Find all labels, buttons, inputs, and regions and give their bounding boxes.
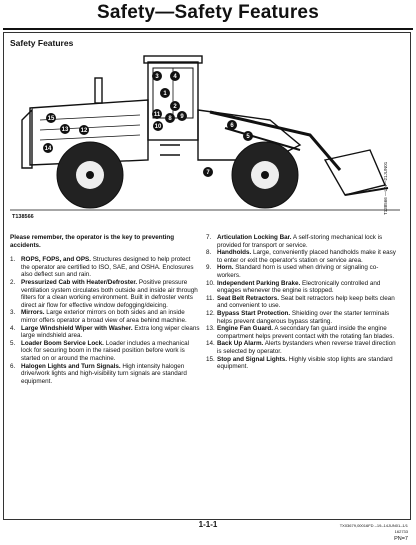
right-column <box>206 234 396 371</box>
feature-text <box>21 325 200 340</box>
callout-3 <box>152 71 162 81</box>
callout-6 <box>227 120 237 130</box>
feature-text <box>21 279 200 309</box>
feature-title: Stop and Signal Lights. <box>217 355 287 363</box>
feature-text <box>217 264 396 279</box>
callout-1 <box>160 88 170 98</box>
feature-text <box>217 325 396 340</box>
feature-title: Halogen Lights and Turn Signals. <box>21 362 121 370</box>
feature-description: High intensity halogen drive/work lights and high-visibility turn signals are standard equipment. <box>21 362 187 385</box>
figure-side-code: T138566 —UN—21JUN01 <box>383 161 388 215</box>
callout-15 <box>46 113 56 123</box>
svg-text:10: 10 <box>154 124 162 130</box>
feature-item <box>206 356 396 371</box>
svg-text:7: 7 <box>206 170 210 176</box>
feature-description: Large exterior mirrors on both sides and an inside mirror offers operator a broad view of area behind machine. <box>21 309 187 324</box>
svg-text:1: 1 <box>163 91 167 97</box>
feature-item <box>206 249 396 264</box>
feature-number: 13. <box>206 325 215 333</box>
callout-13 <box>60 124 70 134</box>
callout-8 <box>165 113 175 123</box>
feature-number: 1. <box>10 256 16 264</box>
feature-text <box>217 356 396 371</box>
feature-description: Positive pressure ventilation system circulates both outside and inside air through filters for a clean working environment. Built in defroster vents direct air flow for effective window defogging/deicing. <box>21 278 198 309</box>
callout-4 <box>170 71 180 81</box>
feature-item <box>10 340 200 363</box>
feature-item <box>10 309 200 324</box>
feature-number: 10. <box>206 279 215 287</box>
title-rule <box>3 28 413 30</box>
feature-description: A secondary fan guard inside the engine compartment helps prevent contact with the rotating fan blades. <box>217 325 395 340</box>
feature-number: 9. <box>206 264 212 272</box>
svg-text:9: 9 <box>180 114 184 120</box>
feature-title: Handholds. <box>217 249 252 257</box>
footer-small-code: 162733 <box>394 529 408 534</box>
figure-id: T138566 <box>12 214 34 220</box>
intro-text: Please remember, the operator is the key to preventing accidents. <box>10 234 175 249</box>
svg-text:15: 15 <box>47 116 55 122</box>
feature-item <box>206 280 396 295</box>
feature-title: Horn. <box>217 264 234 272</box>
feature-description: Electronically controlled and engages whenever the engine is stopped. <box>217 279 381 295</box>
feature-number: 4. <box>10 324 16 332</box>
callout-11 <box>152 109 162 119</box>
feature-text <box>217 280 396 295</box>
feature-description: Structures designed to help protect the operator are certified to ISO, SAE, and OSHA. Enclosures also deflect sun and rain. <box>21 256 194 279</box>
svg-text:12: 12 <box>80 128 88 134</box>
left-column <box>10 234 200 385</box>
feature-description: A self-storing mechanical lock is provided for transport or service. <box>217 234 383 249</box>
feature-item <box>206 234 396 249</box>
feature-title: Independent Parking Brake. <box>217 279 301 287</box>
feature-title: Engine Fan Guard. <box>217 325 273 333</box>
page-number: 1-1-1 <box>198 520 218 529</box>
feature-text <box>21 309 200 324</box>
feature-description: Highly visible stop lights are standard equipment. <box>217 355 393 371</box>
callout-2 <box>170 101 180 111</box>
feature-description: Large, conveniently placed handholds make it easy to enter or exit the operator's station or service area. <box>217 249 396 264</box>
page-title: Safety—Safety Features <box>97 2 319 23</box>
svg-text:3: 3 <box>155 74 159 80</box>
feature-number: 8. <box>206 249 212 257</box>
callout-10 <box>153 121 163 131</box>
feature-description: Loader includes a mechanical lock for securing boom in the raised position before work is started on or around the machine. <box>21 339 189 362</box>
features-list-left <box>10 256 200 385</box>
feature-title: Pressurized Cab with Heater/Defroster. <box>21 278 138 286</box>
svg-text:11: 11 <box>153 112 161 118</box>
section-heading: Safety Features <box>10 38 74 48</box>
feature-item <box>206 264 396 279</box>
pn-label: PN=7 <box>394 536 408 542</box>
feature-text <box>217 340 396 355</box>
svg-text:2: 2 <box>173 104 177 110</box>
feature-title: Bypass Start Protection. <box>217 309 291 317</box>
feature-item <box>206 340 396 355</box>
feature-text <box>217 249 396 264</box>
feature-number: 5. <box>10 339 16 347</box>
feature-title: Large Windshield Wiper with Washer. <box>21 324 133 332</box>
feature-description: Alerts bystanders when reverse travel direction is selected by operator. <box>217 340 396 355</box>
footer-code: TX03679,00016FD –19–14JUN01–1/1 <box>339 523 408 528</box>
feature-text <box>21 340 200 363</box>
feature-number: 2. <box>10 278 16 286</box>
callout-9 <box>177 111 187 121</box>
feature-text <box>217 310 396 325</box>
feature-item <box>10 325 200 340</box>
feature-title: Mirrors. <box>21 309 45 317</box>
feature-text <box>21 256 200 279</box>
feature-item <box>206 325 396 340</box>
feature-item <box>10 256 200 279</box>
feature-text <box>21 363 200 386</box>
feature-description: Extra long wiper cleans large windshield area. <box>21 324 200 340</box>
feature-item <box>10 363 200 386</box>
feature-number: 15. <box>206 355 215 363</box>
feature-item <box>206 310 396 325</box>
feature-item <box>206 295 396 310</box>
feature-number: 7. <box>206 234 212 241</box>
feature-description: Standard horn is used when driving or signaling co-workers. <box>217 264 379 279</box>
feature-title: Back Up Alarm. <box>217 340 264 348</box>
svg-text:5: 5 <box>246 134 250 140</box>
feature-title: Loader Boom Service Lock. <box>21 339 104 347</box>
feature-title: Articulation Locking Bar. <box>217 234 292 241</box>
callout-5 <box>243 131 253 141</box>
callout-7 <box>203 167 213 177</box>
svg-text:13: 13 <box>61 127 69 133</box>
feature-number: 12. <box>206 309 215 317</box>
callout-14 <box>43 143 53 153</box>
feature-title: ROPS, FOPS, and OPS. <box>21 256 91 264</box>
callout-12 <box>79 125 89 135</box>
features-list-right <box>206 234 396 371</box>
feature-text <box>217 295 396 310</box>
feature-description: Shielding over the starter terminals helps prevent dangerous bypass starting. <box>217 309 390 325</box>
svg-text:14: 14 <box>44 146 52 152</box>
loader-illustration <box>10 50 400 218</box>
feature-title: Seat Belt Retractors. <box>217 294 279 302</box>
feature-item <box>10 279 200 309</box>
feature-number: 3. <box>10 309 16 317</box>
svg-text:4: 4 <box>173 74 177 80</box>
svg-text:6: 6 <box>230 123 234 129</box>
feature-number: 11. <box>206 294 215 302</box>
svg-text:8: 8 <box>168 116 172 122</box>
feature-number: 14. <box>206 340 215 348</box>
feature-text <box>217 234 396 249</box>
feature-description: Seat belt retractors help keep belts clean and convenient to use. <box>217 294 395 310</box>
feature-number: 6. <box>10 362 16 370</box>
